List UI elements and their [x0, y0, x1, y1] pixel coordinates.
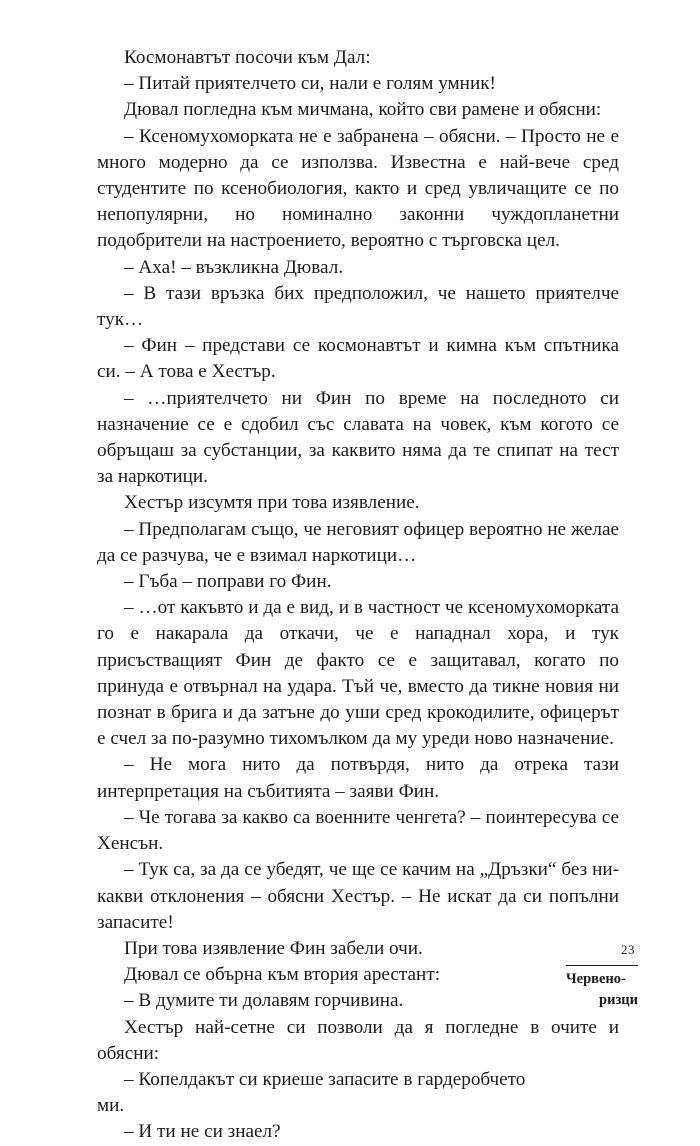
paragraph: – …приятелчето ни Фин по време на последното си назначение се е сдобил със славата на човек, към когото се обръщаш за субстанции, за каквито няма да те спипат на тест за наркотици.	[97, 387, 619, 488]
paragraph: – Не мога нито да потвърдя, нито да отрека тази интерпретация на събитията – заяви Фин.	[97, 754, 619, 802]
paragraph: – Фин – представи се космонавтът и кимна към спътника си. – А това е Хестър.	[97, 335, 619, 383]
paragraph-continuation: ми.	[97, 1095, 125, 1117]
running-title	[566, 969, 638, 1011]
paragraph: При това изявление Фин забели очи.	[124, 937, 423, 959]
running-title-line-1: Червено-	[566, 971, 626, 987]
paragraph: – Аха! – възкликна Дювал.	[124, 256, 344, 278]
paragraph: Хестър най-сетне си позволи да я погледне в очите и обясни:	[97, 1016, 619, 1064]
body-text	[97, 45, 619, 1146]
paragraph: Космонавтът посочи към Дал:	[124, 47, 371, 68]
paragraph: – …от какъвто и да е вид, и в частност че ксеномухоморката го е накарала да откачи, че е нападнал хора, и тук присъстващият Фин де факто се е защитавал, когато по принуда е отвърнал на удара. Тъй че, вместо да тикне новия ни познат в брига и да затъне до уши сред крокодилите, офицерът е счел за по-разумно тихомълком да му уреди ново назначение.	[97, 597, 619, 750]
paragraph: – Тук са, за да се убедят, че ще се качим на „Дръзки“ без никакви отклонения – обясни Хестър. – Не искат да си попълни запасите!	[97, 859, 619, 933]
paragraph: Дювал погледна към мичмана, който сви рамене и обясни:	[124, 99, 602, 121]
footer-rule	[566, 965, 638, 966]
paragraph: – И ти не си знаел?	[124, 1121, 281, 1143]
paragraph: Дювал се обърна към втория арестант:	[124, 964, 441, 986]
running-title-line-2: ризци	[599, 992, 638, 1008]
paragraph: Хестър изсумтя при това изявление.	[124, 492, 420, 514]
paragraph: – Предполагам също, че неговият офицер вероятно не желае да се разчува, че е взимал наркотици…	[97, 518, 619, 566]
paragraph: – Гъба – поправи го Фин.	[124, 571, 332, 593]
paragraph: – Питай приятелчето си, нали е голям умник!	[124, 73, 496, 95]
page-number: 23	[621, 942, 635, 957]
paragraph: – Ксеномухоморката не е забранена – обясни. – Просто не е много модерно да се използва. Известна е най-вече сред студентите по ксенобиология, както и сред увличащите се по непопулярни, но номинално законни чуждопланетни подобрители на настроението, вероятно с търговска цел.	[97, 125, 619, 252]
paragraph: – В тази връзка бих предположил, че нашето приятелче тук…	[97, 282, 619, 331]
paragraph: – Копелдакът си криеше запасите в гардеробчето	[124, 1068, 526, 1090]
paragraph: – Че тогава за какво са военните ченгета? – поинтересува се Хенсън.	[97, 806, 619, 855]
paragraph: – В думите ти долавям горчивина.	[124, 990, 404, 1012]
